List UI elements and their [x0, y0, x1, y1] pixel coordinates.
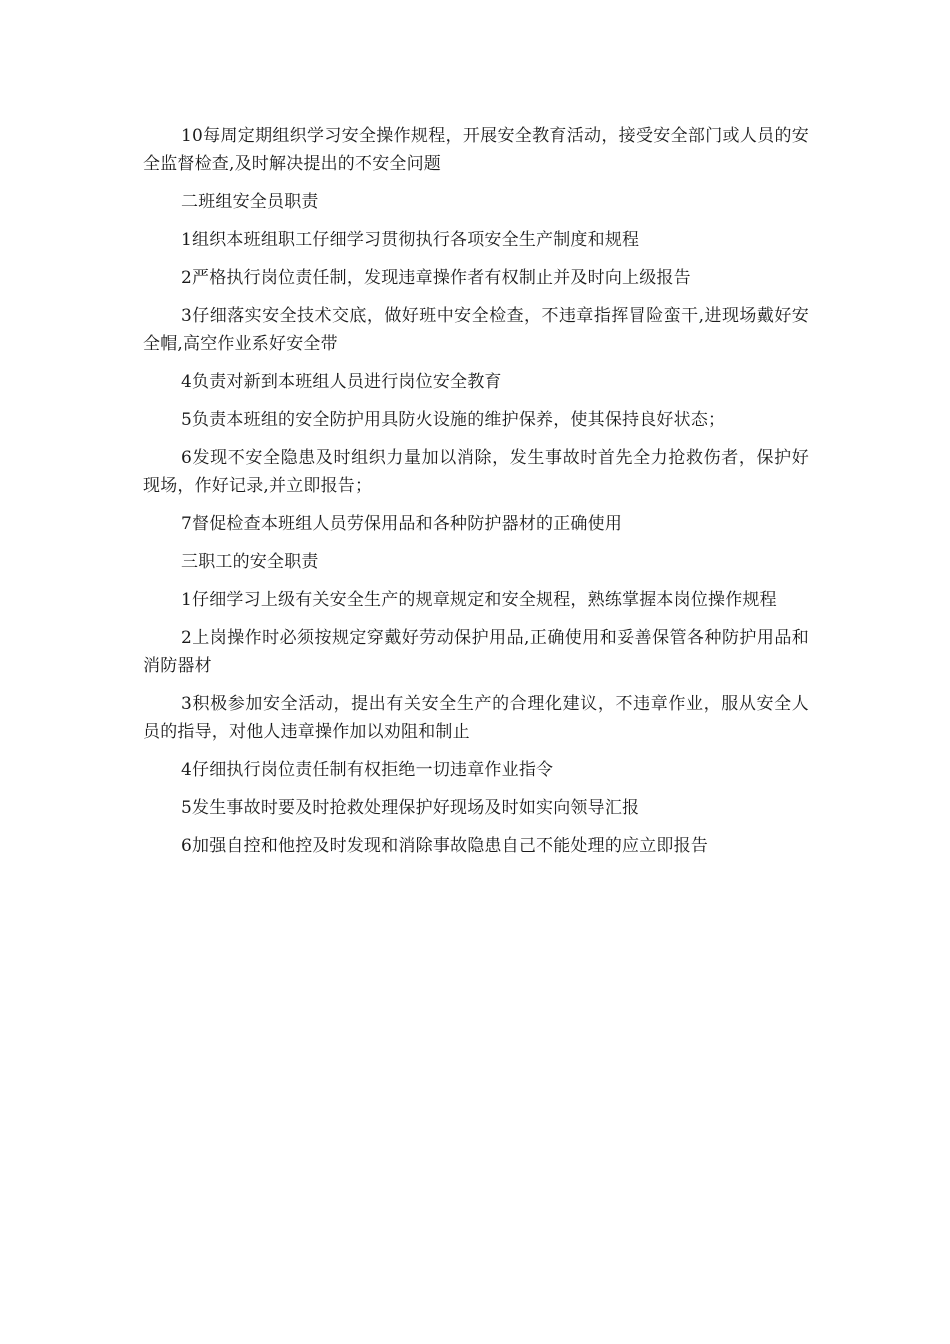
- paragraph-employee-item-6: 6加强自控和他控及时发现和消除事故隐患自己不能处理的应立即报告: [181, 836, 709, 856]
- section-heading-team-safety-officer: 二班组安全员职责: [181, 192, 319, 212]
- paragraph-safety-officer-item-6: 6发现不安全隐患及时组织力量加以消除，发生事故时首先全力抢救伤者，保护好现场，作好记录,并立即报告；: [143, 448, 809, 496]
- paragraph-safety-officer-item-5: 5负责本班组的安全防护用具防火设施的维护保养，使其保持良好状态；: [181, 410, 726, 430]
- section-heading-employee-duties: 三职工的安全职责: [181, 552, 319, 572]
- paragraph-safety-officer-item-3: 3仔细落实安全技术交底，做好班中安全检查，不违章指挥冒险蛮干,进现场戴好安全帽,高空作业系好安全带: [143, 306, 809, 354]
- paragraph-employee-item-5: 5发生事故时要及时抢救处理保护好现场及时如实向领导汇报: [181, 798, 640, 818]
- paragraph-employee-item-1: 1仔细学习上级有关安全生产的规章规定和安全规程，熟练掌握本岗位操作规程: [181, 590, 777, 610]
- paragraph-employee-item-4: 4仔细执行岗位责任制有权拒绝一切违章作业指令: [181, 760, 554, 780]
- paragraph-employee-item-3: 3积极参加安全活动，提出有关安全生产的合理化建议，不违章作业，服从安全人员的指导，对他人违章操作加以劝阻和制止: [143, 694, 809, 742]
- document-page: [143, 122, 809, 870]
- paragraph-safety-officer-item-1: 1组织本班组职工仔细学习贯彻执行各项安全生产制度和规程: [181, 230, 640, 250]
- paragraph-safety-officer-item-7: 7督促检查本班组人员劳保用品和各种防护器材的正确使用: [181, 514, 623, 534]
- paragraph-safety-officer-item-4: 4负责对新到本班组人员进行岗位安全教育: [181, 372, 502, 392]
- paragraph-team-leader-item-10: 10每周定期组织学习安全操作规程，开展安全教育活动，接受安全部门或人员的安全监督检查,及时解决提出的不安全问题: [143, 126, 809, 174]
- paragraph-employee-item-2: 2上岗操作时必须按规定穿戴好劳动保护用品,正确使用和妥善保管各种防护用品和消防器材: [143, 628, 809, 676]
- paragraph-safety-officer-item-2: 2严格执行岗位责任制，发现违章操作者有权制止并及时向上级报告: [181, 268, 691, 288]
